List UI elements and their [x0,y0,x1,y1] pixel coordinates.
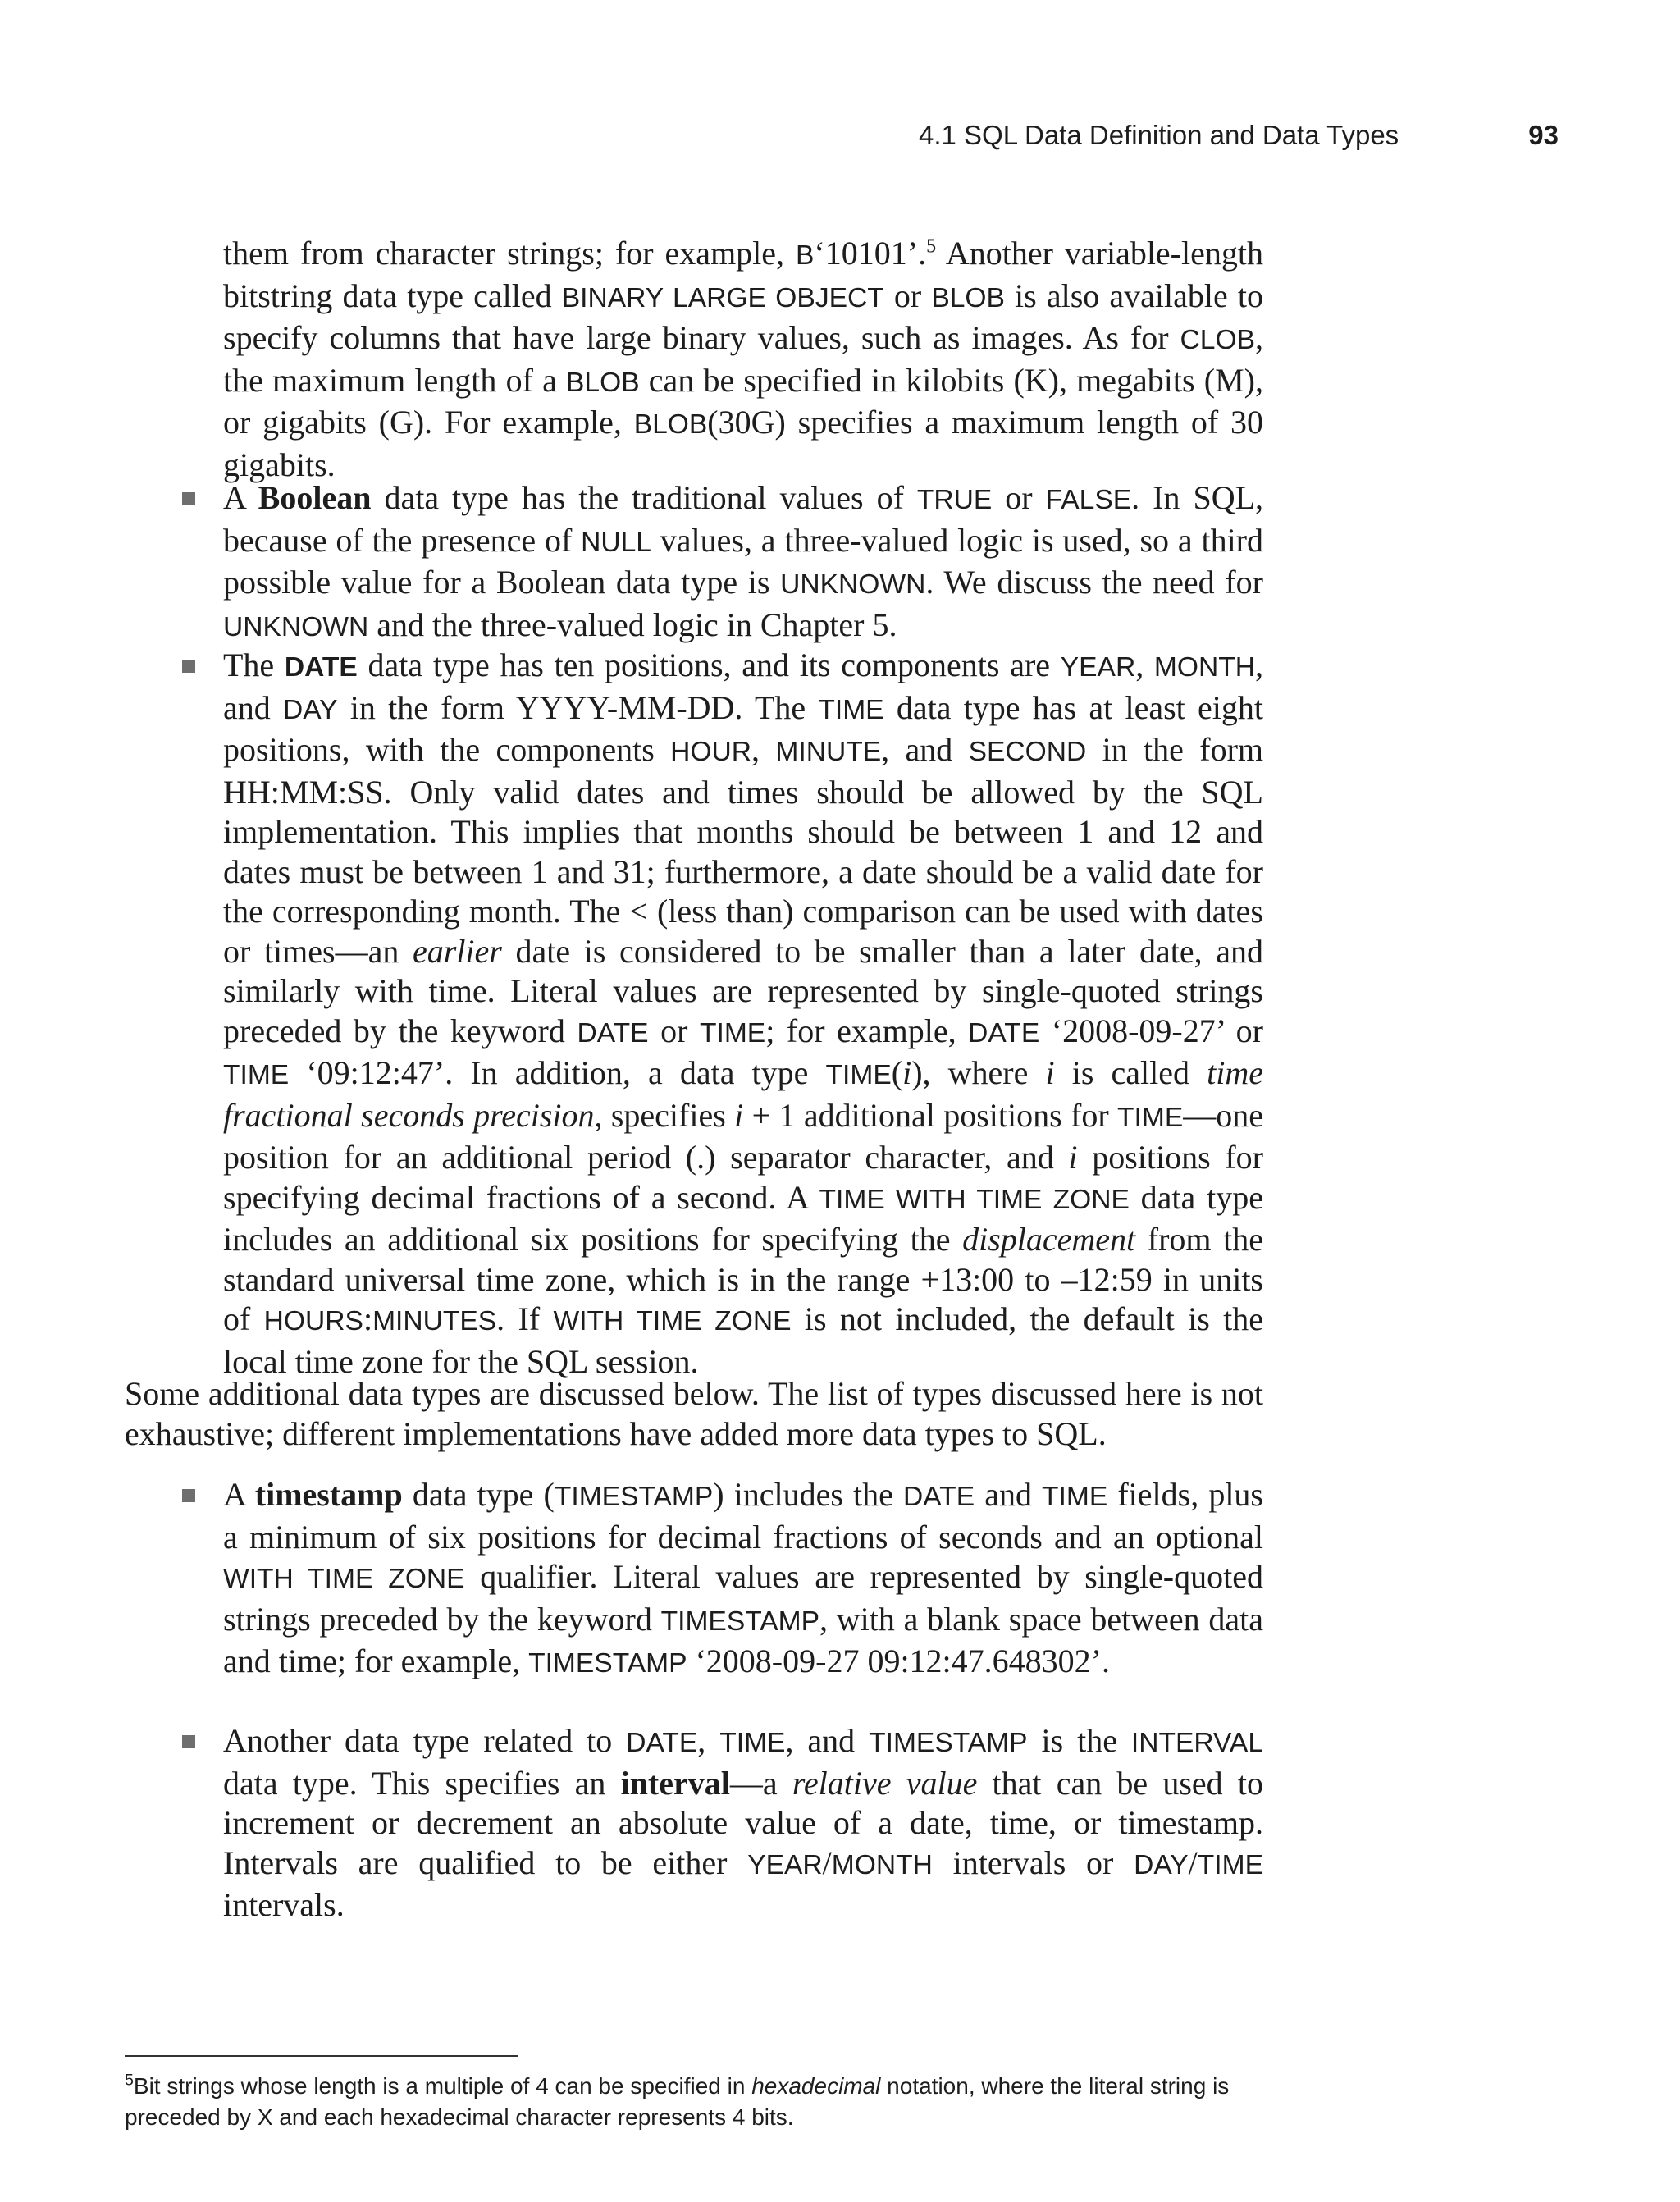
page-number: 93 [1528,120,1559,150]
bullet-square-icon [182,1489,195,1502]
footnote: $^5$Bit strings whose length is a multiple of 4 can be specified in hexadecimal notation, where the literal string is preceded by X and each hexadecimal character represents 4 bits. [125,2071,1230,2130]
list-item-timestamp: A timestamp data type (TIMESTAMP) includes the DATE and TIME fields, plus a minimum of six positions for decimal fractions of seconds and an optional WITH TIME ZONE qualifier. Literal values are represented by single-quoted strings preceded by the keyword TIMESTAMP, with a blank space between data and time; for example, TIMESTAMP ‘2008-09-27 09:12:47.648302’. [223,1476,1264,1679]
list-item-boolean: A Boolean data type has the traditional values of TRUE or FALSE. In SQL, because of the presence of NULL values, a three-valued logic is used, so a third possible value for a Boolean data type is UNKNOWN. We discuss the need for UNKNOWN and the three-valued logic in Chapter 5. [223,479,1264,643]
term-interval: interval [620,1764,730,1802]
list-item-date-time: The DATE data type has ten positions, and its components are YEAR, MONTH, and DAY in the form YYYY-MM-DD. The TIME data type has at least eight positions, with the components HOUR, MINUTE, and SECOND in the form HH:MM:SS. Only valid dates and times should be allowed by the SQL implementation. This implies that months should be between 1 and 12 and dates must be between 1 and 31; furthermore, a date should be a valid date for the corresponding month. The < (less than) comparison can be used with dates or times—an earlier date is considered to be smaller than a later date, and similarly with time. Literal values are represented by single-quoted strings preceded by the keyword DATE or TIME; for example, DATE ‘2008-09-27’ or TIME ‘09:12:47’. In addition, a data type TIME(i), where i is called time fractional seconds precision, specifies i + 1 additional positions for TIME—one position for an additional period (.) separator character, and i positions for specifying decimal fractions of a second. A TIME WITH TIME ZONE data type includes an additional six positions for specifying the displacement from the standard universal time zone, which is in the range +13:00 to –12:59 in units of HOURS:MINUTES. If WITH TIME ZONE is not included, the default is the local time zone for the SQL session. [223,646,1264,1380]
footnote-divider [125,2055,518,2057]
bullet-square-icon [182,1735,195,1748]
bullet-square-icon [182,492,195,505]
bullet-square-icon [182,660,195,673]
list-item-interval: Another data type related to DATE, TIME, and TIMESTAMP is the INTERVAL data type. This specifies an interval—a relative value that can be used to increment or decrement an absolute value of a date, time, or timestamp. Intervals are qualified to be either YEAR/MONTH intervals or DAY/TIME intervals. [223,1722,1264,1923]
term-timestamp: timestamp [254,1476,403,1513]
intro-paragraph: Some additional data types are discussed below. The list of types discussed here is not exhaustive; different implementations have added more data types to SQL. [125,1375,1263,1452]
bitstring-continuation: them from character strings; for example, B‘10101’.$^5$ Another variable-length bitstring data type called BINARY LARGE OBJECT or BLOB is also available to specify columns that have large binary values, such as images. As for CLOB, the maximum length of a BLOB can be specified in kilobits (K), megabits (M), or gigabits (G). For example, BLOB(30G) specifies a maximum length of 30 gigabits. [223,235,1263,483]
term-boolean: Boolean [258,479,372,516]
running-title: 4.1 SQL Data Definition and Data Types [919,120,1399,150]
page-header [919,120,1559,159]
footnote-reference: 5 [926,235,937,258]
